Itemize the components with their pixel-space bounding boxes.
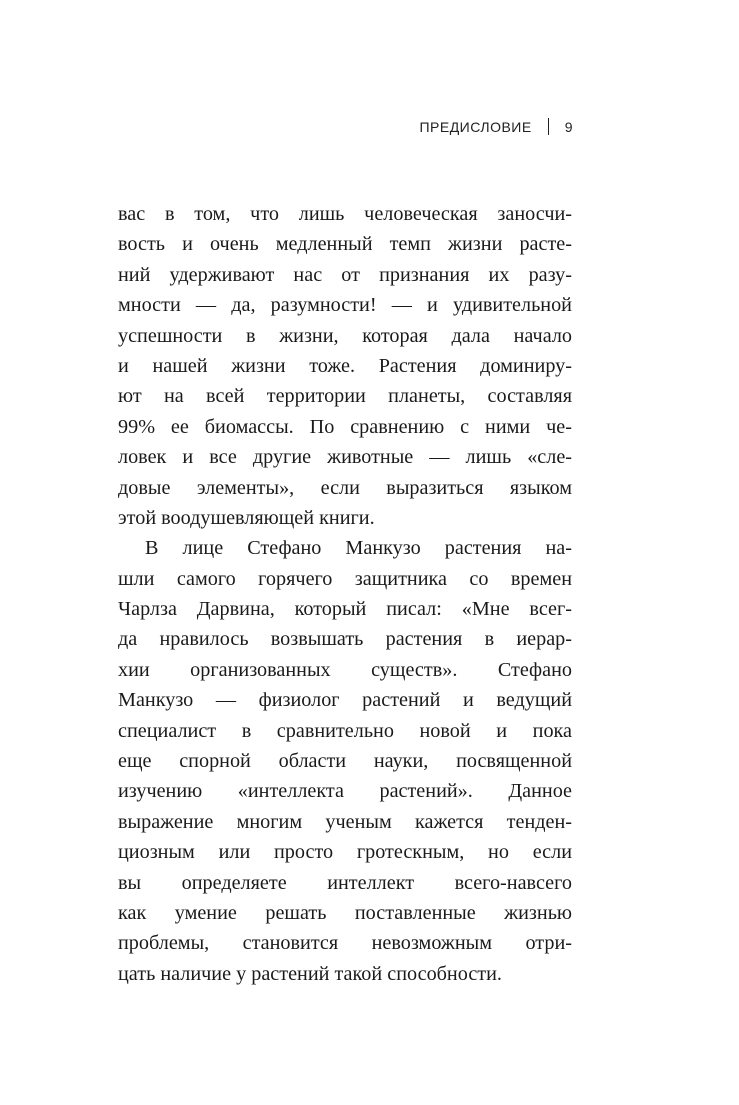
text-line: мности — да, разумности! — и удивительной [118,294,572,317]
text-line: специалист в сравнительно новой и пока [118,719,572,742]
text-line: хии организованных существ». Стефано [118,658,572,681]
text-line: выражение многим ученым кажется тенден- [118,810,572,833]
paragraph-2 [118,533,572,989]
text-line: этой воодушевляющей книги. [118,506,375,529]
text-line: ний удерживают нас от признания их разу- [118,263,572,286]
header-separator [548,118,549,135]
text-line: вас в том, что лишь человеческая заносчи- [118,203,572,225]
text-line: ют на всей территории планеты, составляя [118,385,572,408]
text-line: как умение решать поставленные жизнью [118,901,572,924]
text-line: вость и очень медленный темп жизни расте- [118,233,572,256]
running-head [419,118,573,135]
text-line: Манкузо — физиолог растений и ведущий [118,689,572,712]
page-number: 9 [564,118,573,135]
text-line: еще спорной области науки, посвященной [118,750,572,773]
text-line: ловек и все другие животные — лишь «сле- [118,446,572,469]
text-line: цать наличие у растений такой способности. [118,962,502,985]
text-line: проблемы, становится невозможным отри- [118,932,572,955]
text-line: Чарлза Дарвина, который писал: «Мне всег- [118,598,572,621]
text-line: шли самого горячего защитника со времен [118,567,572,590]
text-line: 99% ее биомассы. По сравнению с ними че- [118,415,572,438]
body-text [118,199,572,989]
text-line: вы определяете интеллект всего-навсего [118,871,572,894]
text-line: изучению «интеллекта растений». Данное [118,780,572,803]
text-line: и нашей жизни тоже. Растения доминиру- [118,354,572,377]
text-line: довые элементы», если выразиться языком [118,476,572,499]
text-line: успешности в жизни, которая дала начало [118,324,572,347]
text-line: да нравилось возвышать растения в иерар- [118,628,572,651]
section-title: ПРЕДИСЛОВИЕ [419,118,532,135]
paragraph-1 [118,199,572,533]
text-line: циозным или просто гротескным, но если [118,841,572,864]
text-line: В лице Стефано Манкузо растения на- [145,537,572,560]
